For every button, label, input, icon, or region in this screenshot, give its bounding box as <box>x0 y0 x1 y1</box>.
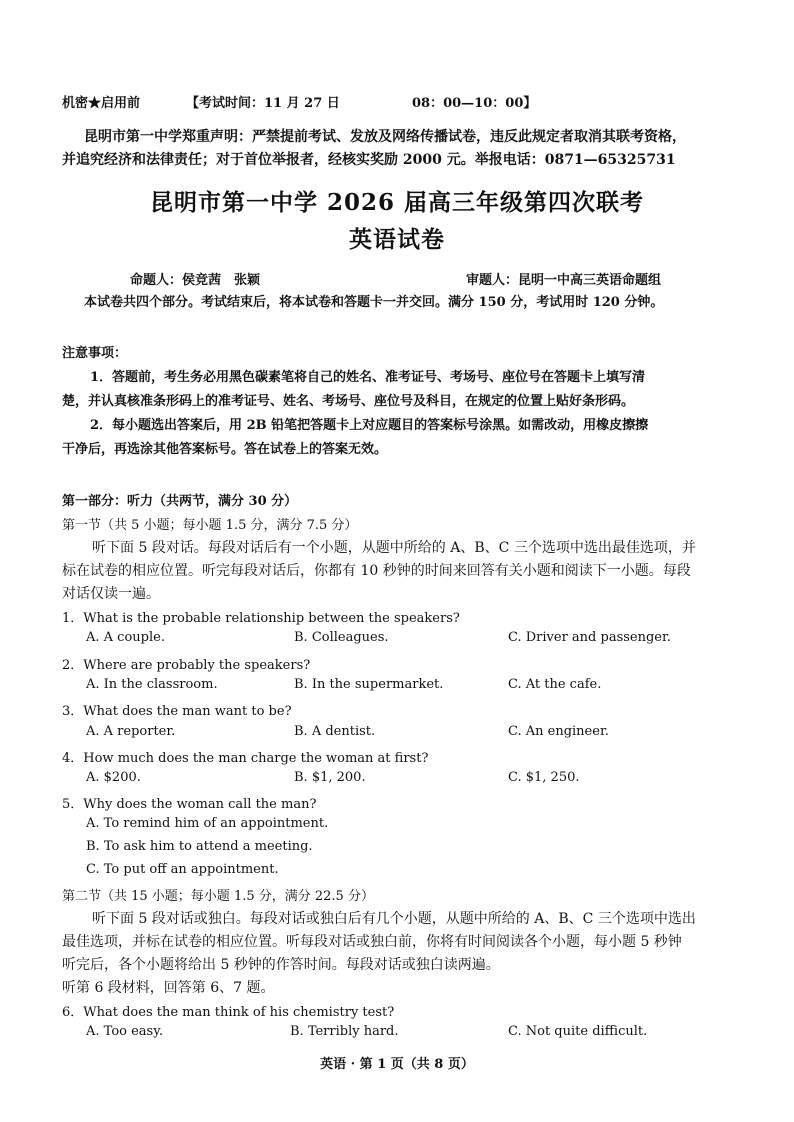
note-1-line-1: 1．答题前，考生务必用黑色碳素笔将自己的姓名、准考证号、考场号、座位号在答题卡上填写清 <box>90 370 646 385</box>
section-1-instruction-1: 听下面 5 段对话。每段对话后有一个小题，从题中所给的 A、B、C 三个选项中选出最佳选项，并 <box>92 540 696 556</box>
part-1-heading: 第一部分：听力（共两节，满分 30 分） <box>62 494 298 509</box>
notice-line-2: 并追究经济和法律责任；对于首位举报者，经核实奖励 2000 元。举报电话：0871—65325731 <box>62 152 676 168</box>
exam-date: 【考试时间：11 月 27 日 <box>186 96 340 111</box>
question-5-option-a: A. To remind him of an appointment. <box>86 816 329 831</box>
section-2-heading: 第二节（共 15 小题；每小题 1.5 分，满分 22.5 分） <box>62 889 374 904</box>
question-6-option-b: B. Terribly hard. <box>290 1024 399 1039</box>
question-3-option-b: B. A dentist. <box>294 724 376 739</box>
question-4-option-c: C. $1, 250. <box>508 770 580 785</box>
section-1-instruction-2: 标在试卷的相应位置。听完每段对话后，你都有 10 秒钟的时间来回答有关小题和阅读下一小题。每段 <box>62 563 691 579</box>
notes-heading: 注意事项： <box>62 346 128 361</box>
question-4: 4．How much does the man charge the woman at first? <box>62 751 429 766</box>
exam-clock: 08：00—10：00】 <box>412 96 537 111</box>
exam-intro: 本试卷共四个部分。考试结束后，将本试卷和答题卡一并交回。满分 150 分，考试用时 120 分钟。 <box>84 295 664 310</box>
question-2-option-a: A. In the classroom. <box>86 677 218 692</box>
question-1-option-c: C. Driver and passenger. <box>508 630 671 645</box>
question-5: 5．Why does the woman call the man? <box>62 797 317 812</box>
question-6-option-c: C. Not quite difficult. <box>508 1024 648 1039</box>
question-3-option-a: A. A reporter. <box>86 724 176 739</box>
question-5-option-c: C. To put off an appointment. <box>86 862 279 877</box>
question-4-option-a: A. $200. <box>86 770 141 785</box>
question-setters: 命题人：侯竞茜 张颖 <box>130 273 261 288</box>
question-3-option-c: C. An engineer. <box>508 724 609 739</box>
question-6: 6．What does the man think of his chemistry test? <box>62 1005 395 1020</box>
note-1-line-2: 楚，并认真核准条形码上的准考证号、姓名、考场号、座位号及科目，在规定的位置上贴好条形码。 <box>62 394 635 409</box>
question-6-option-a: A. Too easy. <box>86 1024 163 1039</box>
question-1: 1．What is the probable relationship between the speakers? <box>62 611 460 626</box>
question-reviewers: 审题人：昆明一中高三英语命题组 <box>466 273 662 288</box>
section-1-heading: 第一节（共 5 小题；每小题 1.5 分，满分 7.5 分） <box>62 518 358 533</box>
section-2-instruction-1: 听下面 5 段对话或独白。每段对话或独白后有几个小题，从题中所给的 A、B、C 三个选项中选出 <box>92 911 696 927</box>
section-2-instruction-3: 听完后，各个小题将给出 5 秒钟的作答时间。每段对话或独白读两遍。 <box>62 957 500 973</box>
question-1-option-a: A. A couple. <box>86 630 165 645</box>
question-2-option-c: C. At the cafe. <box>508 677 602 692</box>
notice-line-1: 昆明市第一中学郑重声明：严禁提前考试、发放及网络传播试卷，违反此规定者取消其联考资格， <box>84 129 686 145</box>
material-6-prompt: 听第 6 段材料，回答第 6、7 题。 <box>62 980 275 996</box>
note-2-line-1: 2．每小题选出答案后，用 2B 铅笔把答题卡上对应题目的答案标号涂黑。如需改动，用橡皮擦擦 <box>90 418 649 433</box>
section-1-instruction-3: 对话仅读一遍。 <box>62 586 160 602</box>
question-5-option-b: B. To ask him to attend a meeting. <box>86 839 313 854</box>
page-subtitle: 英语试卷 <box>349 226 445 253</box>
question-2-option-b: B. In the supermarket. <box>294 677 444 692</box>
page-footer: 英语 · 第 1 页（共 8 页） <box>320 1057 474 1072</box>
question-2: 2．Where are probably the speakers? <box>62 658 311 673</box>
question-4-option-b: B. $1, 200. <box>294 770 366 785</box>
section-2-instruction-2: 最佳选项，并标在试卷的相应位置。听每段对话或独白前，你将有时间阅读各个小题，每小题 5 秒钟 <box>62 934 682 950</box>
confidential-label: 机密★启用前 <box>62 96 141 111</box>
question-3: 3．What does the man want to be? <box>62 704 292 719</box>
page-title: 昆明市第一中学 2026 届高三年级第四次联考 <box>149 189 645 216</box>
question-1-option-b: B. Colleagues. <box>294 630 389 645</box>
note-2-line-2: 干净后，再选涂其他答案标号。答在试卷上的答案无效。 <box>62 442 388 457</box>
